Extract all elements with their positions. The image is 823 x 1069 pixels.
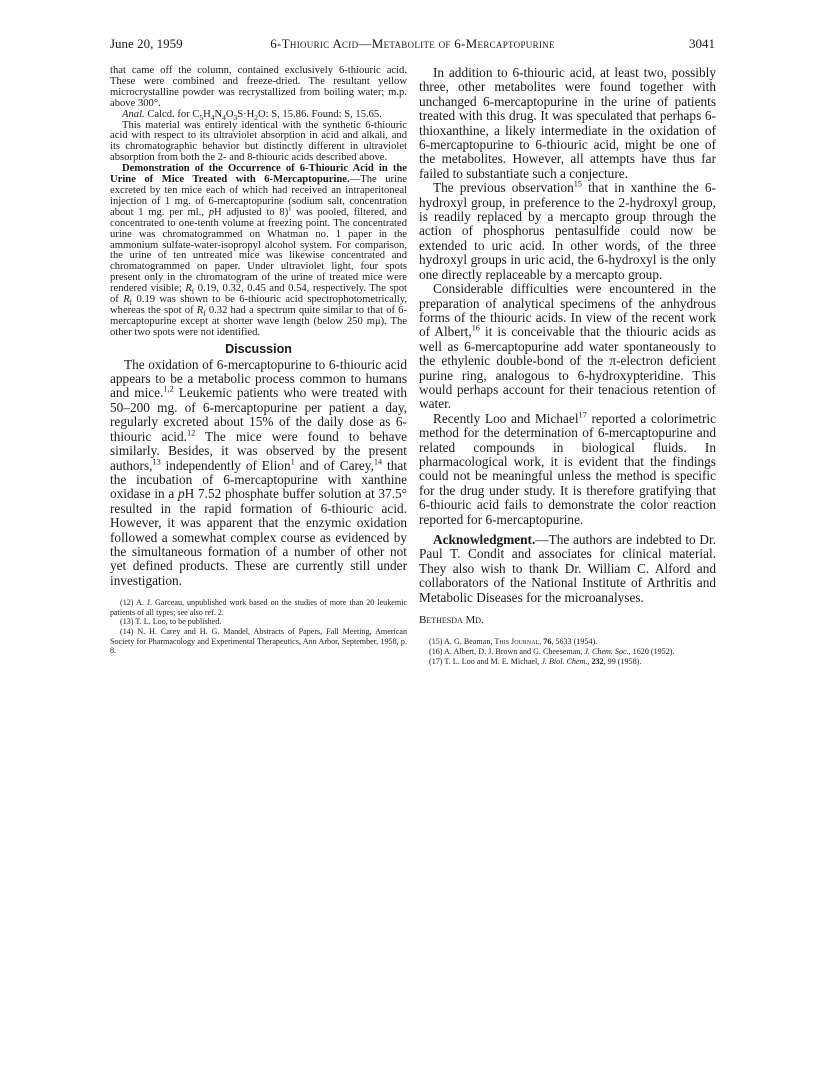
text-run: 0.19 was shown to be 6-thiouric acid spectrophotometrically, whereas the spot of [110, 294, 407, 316]
volume-number: 232 [591, 656, 604, 666]
text-run: Recently Loo and Michael [433, 410, 579, 426]
reference-sup: 1 [288, 205, 292, 213]
footnote-12: (12) A. J. Garceau, unpublished work based on the studies of more than 20 leukemic patients of all types; see also ref. 2. [110, 598, 407, 617]
acknowledgment-paragraph [419, 533, 716, 605]
rf-italic: R [196, 304, 204, 316]
paragraph [419, 412, 716, 527]
anal-label: Anal. [122, 108, 145, 120]
text-run: , 99 (1958). [603, 656, 642, 666]
text-run: reported a colorimetric method for the determination of 6-mercaptopurine and related compounds in biological fluids. In pharmacological work, it is evident that the findings could not be meaningful unless the method is specific for the drug under study. It is therefore gratifying that 6-thiouric acid fails to demonstrate the color reaction reported for 6-mercaptopurine. [419, 410, 716, 527]
journal-name: J. Chem. Soc. [584, 647, 629, 657]
text-run: H 7.52 phosphate buffer solution at 37.5° resulted in the rapid formation of 6-thiouric acid. However, it was apparent that the enzymic oxidation followed a somewhat complex course as evidenced by the simultaneous formation of a number of other not yet defined products. These are currently still under investigation. [110, 486, 407, 588]
text-run: H adjusted to 8) [214, 206, 289, 218]
text-run: , [539, 637, 544, 647]
discussion-heading: Discussion [225, 341, 292, 356]
footnotes-left [110, 598, 407, 656]
journal-name: J. Biol. Chem. [541, 656, 588, 666]
paragraph: This material was entirely identical with the synthetic 6-thiouric acid with respect to its ultraviolet absorption in acid and alkali, and its chromatographic behavior but distinctly different in ultraviolet absorption from both the 2- and 8-thiouric acids described above. [110, 119, 407, 164]
text-run: was pooled, filtered, and concentrated to one-tenth volume at freezing point. The concentrated urine was chromatogrammed on Whatman no. 1 paper in the ammonium sulfate-water-isopropyl alcohol system. For comparison, the urine of ten untreated mice was likewise concentrated and chromatogrammed on paper. Under ultraviolet light, four spots present only in the chromatogram of the urine of treated mice were rendered visible; [110, 206, 407, 295]
text-run: 0.19, 0.32, 0.45 and 0.54, respectively. The spot of [110, 283, 407, 306]
text-run: and of Carey, [294, 457, 374, 473]
text-run: The oxidation of 6-mercaptopurine to 6-thiouric acid appears to be a metabolic process common to humans and mice. [110, 356, 407, 401]
footnote-16 [419, 647, 716, 657]
reference-sup: 17 [578, 410, 587, 420]
reference-sup: 16 [471, 323, 480, 333]
rf-italic: R [123, 294, 130, 306]
discussion-continued [419, 66, 716, 627]
text-run: The previous observation [433, 180, 574, 196]
footnote-13: (13) T. L. Loo, to be published. [120, 617, 222, 627]
reference-sup: 14 [373, 457, 383, 467]
subscript: 4 [222, 112, 226, 122]
text-run: (15) A. G. Beaman, [429, 637, 495, 647]
discussion-section [110, 358, 407, 589]
footnote-15 [419, 637, 716, 647]
acknowledgment-heading: Acknowledgment. [433, 532, 536, 547]
ph-italic: p [178, 486, 185, 502]
text-run: Leukemic patients who were treated with 50–200 mg. of 6-mercaptopurine per patient a day, regularly excreted about 15% of the daily dose as 6-thiouric acid. [110, 385, 407, 444]
volume-number: 76 [543, 637, 552, 647]
subscript: 2 [254, 112, 258, 122]
subscript: f [203, 309, 206, 319]
right-column [419, 66, 716, 666]
footnote-14: (14) N. H. Carey and H. G. Mandel, Abstracts of Papers, Fall Meeting, American Society for Pharmacology and Experimental Therapeutics, Ann Arbor, September, 1958, p. 8. [110, 626, 407, 656]
experimental-section [110, 66, 407, 339]
header-page-number: 3041 [689, 36, 715, 51]
reference-sup: 1,2 [163, 385, 174, 395]
reference-sup: 12 [186, 428, 196, 438]
left-column [110, 66, 407, 656]
institution-place: Bethesda Md. [419, 614, 484, 627]
header-title: 6-Thiouric Acid—Metabolite of 6-Mercaptopurine [270, 36, 555, 51]
demonstration-paragraph [110, 164, 407, 339]
paragraph: In addition to 6-thiouric acid, at least two, possibly three, other metabolites were found together with unchanged 6-mercaptopurine in the urine of patients treated with this drug. It was speculated that perhaps 6-thioxanthine, a likely intermediate in the oxidation of 6-mercaptopurine to 6-thiouric acid, might be one of the metabolites. However, all attempts have thus far failed to substantiate such a conjecture. [419, 65, 716, 181]
footnote-17 [419, 657, 716, 667]
discussion-paragraph [110, 358, 407, 589]
formula-text: N [214, 108, 223, 120]
text-run: (16) A. Albert, D. J. Brown and G. Cheeseman, [429, 647, 585, 657]
text-run: that the incubation of 6-mercaptopurine with xanthine oxidase in a [110, 457, 407, 502]
run-in-heading: Demonstration of the Occurrence of 6-Thiouric Acid in the Urine of Mice Treated with 6-Mercaptopurine. [110, 163, 407, 186]
subscript: 5 [199, 112, 204, 122]
text-run: 0.32 had a spectrum quite similar to that of 6-mercaptopurine except at shorter wave length (below 250 mμ). The other two spots were not identified. [110, 304, 407, 338]
paragraph [419, 282, 716, 412]
running-header [110, 36, 715, 54]
text-run: Considerable difficulties were encountered in the preparation of analytical specimens of the anhydrous forms of the thiouric acids. In view of the recent work of Albert, [419, 281, 716, 340]
formula-text: Calcd. for C [147, 108, 200, 120]
ph-italic: p [208, 206, 215, 218]
footnotes-right [419, 637, 716, 666]
text-run: it is conceivable that the thiouric acids as well as 6-mercaptopurine add water spontaneously to the ethylenic double-bond of the π-electron deficient purine ring, analogous to 6-hydroxypteridine. This would perhaps account for their tenacious retention of water. [419, 324, 716, 412]
subscript: 4 [210, 112, 215, 122]
formula-text: H [203, 108, 211, 120]
formula-text: O [225, 108, 234, 120]
text-run: —The authors are indebted to Dr. Paul T. Condit and associates for clinical material. They also wish to thank Dr. William C. Alford and collaborators of the National Institute of Arthritis and Metabolic Diseases for the microanalyses. [419, 532, 716, 605]
text-run: , 5633 (1954). [551, 637, 598, 647]
subscript: 3 [233, 112, 238, 122]
text-run: —The urine excreted by ten mice each of which had received an intraperitoneal injection of 1 mg. of 6-mercaptopurine (sodium salt, concentration about 1 mg. per ml., [110, 174, 407, 218]
rf-italic: R [185, 283, 192, 295]
journal-name: This Journal [494, 637, 540, 647]
text-run: The mice were found to behave similarly. Besides, it was observed by the present authors, [110, 428, 407, 473]
formula-text: O: S, 15.86. Found: S, 15.65. [257, 108, 382, 120]
subscript: f [129, 298, 133, 308]
subscript: f [191, 287, 195, 297]
paragraph [419, 181, 716, 282]
analysis-line [110, 110, 407, 121]
reference-sup: 13 [152, 457, 161, 467]
text-run: independently of Elion [160, 457, 291, 473]
paragraph: that came off the column, contained exclusively 6-thiouric acid. These were combined and freeze-dried. The resultant yellow microcrystalline powder was recrystallized from boiling water; m.p. above 300°. [110, 65, 407, 109]
text-run: , 1620 (1952). [628, 647, 675, 657]
reference-sup: 15 [573, 179, 582, 189]
text-run: that in xanthine the 6-hydroxyl group, in preference to the 2-hydroxyl group, is readily replaced by a mercapto group through the action of phosphorus pentasulfide could now be extended to uric acid. In other words, of the three hydroxyl groups in uric acid, the 6-hydroxyl is the only one directly replaceable by a mercapto group. [419, 180, 716, 282]
formula-text: S·H [237, 108, 255, 120]
text-run: (17) T. L. Loo and M. E. Michael, [429, 656, 542, 666]
header-date: June 20, 1959 [110, 36, 183, 51]
reference-sup: 1 [290, 457, 295, 467]
text-run: , [587, 656, 592, 666]
